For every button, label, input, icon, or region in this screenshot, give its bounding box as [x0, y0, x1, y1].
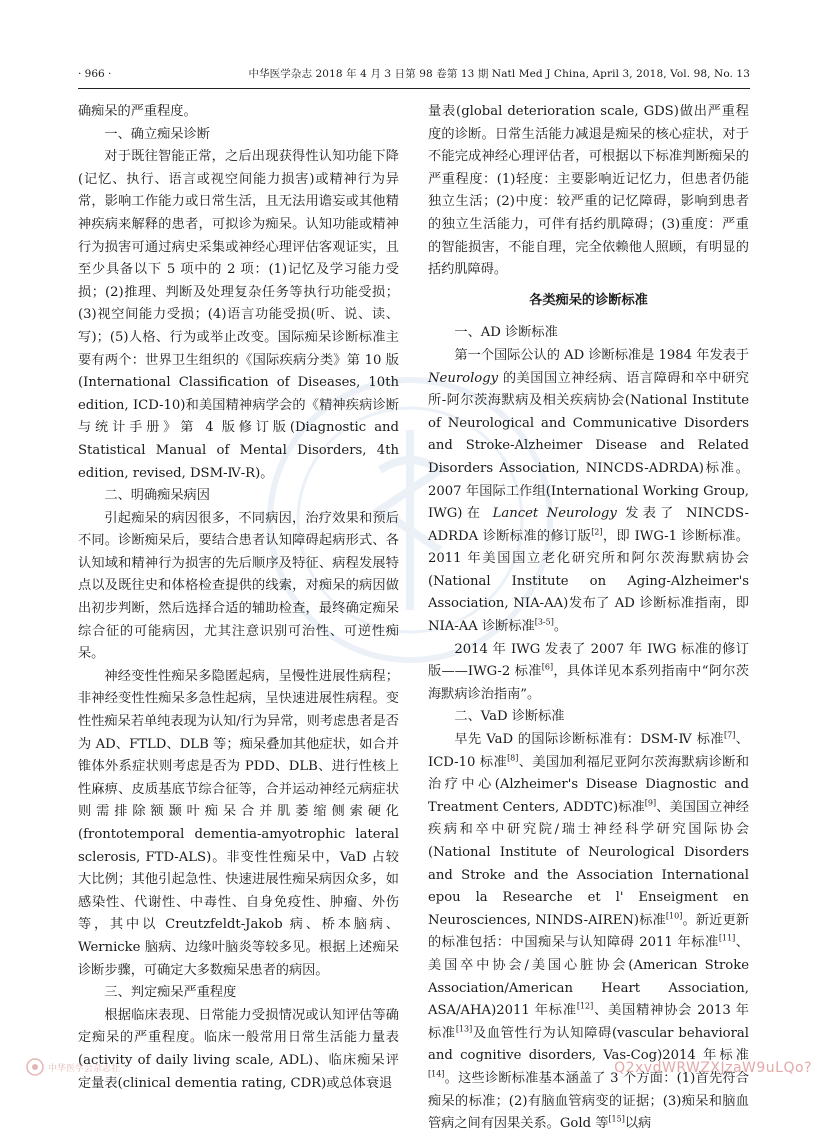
paragraph: 早先 VaD 的国际诊断标准有：DSM-Ⅳ 标准[7]、ICD-10 标准[8]、美国加利福尼亚阿尔茨海默病诊断和治疗中心(Alzheimer's Disease Diagnostic and Treatment Centers, ADDTC)标准[9]、美国国立神经疾病和卒中研究院/瑞士神经科学研究国际协会(National Institute of Neurological Disorders and Stroke and the Association International epou la Researche et l' Enseigment en Neurosciences, NINDS-AIREN)标准[10]。新近更新的标准包括：中国痴呆与认知障碍 2011 年标准[11]、美国卒中协会/美国心脏协会(American Stroke Association/American Heart Association, ASA/AHA)2011 年标准[12]、美国精神协会 2013 年标准[13]及血管性行为认知障碍(vascular behavioral and cognitive disorders, Vas-Cog)2014 年标准[14]。这些诊断标准基本涵盖了 3 个方面：(1)首先符合痴呆的标准；(2)有脑血管病变的证据；(3)痴呆和脑血管病之间有因果关系。Gold 等[15]以病 — [428, 730, 750, 1132]
paragraph: 引起痴呆的病因很多，不同病因，治疗效果和预后不同。诊断痴呆后，要结合患者认知障碍起病形式、各认知域和精神行为损害的先后顺序及特征、病程发展特点以及既往史和体格检查提供的线索，对痴呆的病因做出初步判断，然后选择合适的辅助检查，最终确定痴呆综合征的可能病因，尤其注意识别可治性、可逆性痴呆。 — [78, 510, 399, 662]
left-column — [78, 101, 399, 1095]
paragraph: 2014 年 IWG 发表了 2007 年 IWG 标准的修订版——IWG-2 标准[6]，具体详见本系列指南中“阿尔茨海默病诊治指南”。 — [428, 641, 749, 702]
running-header — [78, 66, 750, 89]
right-column — [428, 101, 749, 1136]
paragraph: 根据临床表现、日常能力受损情况或认知评估等确定痴呆的严重程度。临床一般常用日常生活能力量表(activity of daily living scale, ADL)、临床痴呆评定量表(clinical dementia rating, CDR)或总体衰退 — [78, 1007, 399, 1091]
citation: [2] — [591, 527, 603, 537]
citation: [14] — [428, 1069, 445, 1079]
section-title: 各类痴呆的诊断标准 — [529, 292, 648, 308]
publisher-emblem-icon — [26, 1058, 44, 1076]
citation: [13] — [455, 1024, 473, 1034]
paragraph: 对于既往智能正常，之后出现获得性认知功能下降(记忆、执行、语言或视空间能力损害)或精神行为异常，影响工作能力或日常生活，且无法用谵妄或其他精神疾病来解释的患者，可拟诊为痴呆。认知功能或精神行为损害可通过病史采集或神经心理评估客观证实，且至少具备以下 5 项中的 2 项：(1)记忆及学习能力受损；(2)推理、判断及处理复杂任务等执行功能受损；(3)视空间能力受损；(4)语言功能受损(听、说、读、写)；(5)人格、行为或举止改变。国际痴呆诊断标准主要有两个：世界卫生组织的《国际疾病分类》第 10 版(International Classification of Diseases, 10th edition, ICD-10)和美国精神病学会的《精神疾病诊断与统计手册》第 4 版修订版(Diagnostic and Statistical Manual of Mental Disorders, 4th edition, revised, DSM-Ⅳ-R)。 — [78, 149, 399, 481]
section-heading-dementia-cause: 二、明确痴呆病因 — [104, 488, 210, 504]
journal-name: Neurology — [428, 370, 499, 386]
watermark-code: Q2xvdWRWZXJzaW9uLQo? — [614, 1060, 812, 1076]
citation: [9] — [644, 798, 657, 808]
section-heading-vad-criteria: 二、VaD 诊断标准 — [454, 709, 565, 725]
citation: [11] — [718, 933, 736, 943]
citation: [12] — [576, 1001, 594, 1011]
paragraph: 神经变性性痴呆多隐匿起病，呈慢性进展性病程；非神经变性性痴呆多急性起病，呈快速进展性病程。变性性痴呆若单纯表现为认知/行为异常，则考虑患者是否为 AD、FTLD、DLB 等；痴呆叠加其他症状，如合并锥体外系症状则考虑是否为 PDD、DLB、进行性核上性麻痹、皮质基底节综合征等，合并运动神经元病症状则需排除额颞叶痴呆合并肌萎缩侧索硬化(frontotemporal dementia-amyotrophic lateral sclerosis, FTD-ALS)。非变性性痴呆中，VaD 占较大比例；其他引起急性、快速进展性痴呆病因众多，如感染性、代谢性、中毒性、自身免疫性、肿瘤、外伤等，其中以 Creutzfeldt-Jakob 病、桥本脑病、Wernicke 脑病、边缘叶脑炎等较多见。根据上述痴呆诊断步骤，可确定大多数痴呆患者的病因。 — [78, 668, 399, 978]
paragraph: 量表(global deterioration scale, GDS)做出严重程度的诊断。日常生活能力减退是痴呆的核心症状，对于不能完成神经心理评估者，可根据以下标准判断痴呆的严重程度：(1)轻度：主要影响近记忆力，但患者仍能独立生活；(2)中度：较严重的记忆障碍，影响到患者的独立生活能力，可伴有括约肌障碍；(3)重度：严重的智能损害，不能自理，完全依赖他人照顾，有明显的括约肌障碍。 — [428, 104, 749, 278]
journal-info: 中华医学杂志 2018 年 4 月 3 日第 98 卷第 13 期 Natl Med J China, April 3, 2018, Vol. 98, No. 13 — [248, 68, 750, 80]
citation: [10] — [665, 911, 683, 921]
paragraph: 确痴呆的严重程度。 — [78, 104, 197, 119]
section-heading-severity: 三、判定痴呆严重程度 — [104, 985, 237, 1001]
publisher-name: 中华医学会杂志社 — [48, 1064, 121, 1074]
section-heading-establish-dementia: 一、确立痴呆诊断 — [104, 126, 210, 142]
citation: [6] — [541, 662, 554, 672]
citation: [15] — [608, 1114, 625, 1124]
publisher-logo — [26, 1058, 186, 1078]
paragraph: 第一个国际公认的 AD 诊断标准是 1984 年发表于 Neurology 的美国国立神经病、语言障碍和卒中研究所-阿尔茨海默病及相关疾病协会(National Institute of Neurological and Communicative Disorders and Stroke-Alzheimer Disease and Related Disorders Association, NINCDS-ADRDA)标准。2007 年国际工作组(International Working Group, IWG)在 Lancet Neurology 发表了 NINCDS-ADRDA 诊断标准的修订版[2]，即 IWG-1 诊断标准。2011 年美国国立老化研究所和阿尔茨海默病协会(National Institute on Aging-Alzheimer's Association, NIA-AA)发布了 AD 诊断标准指南，即 NIA-AA 诊断标准[3-5]。 — [428, 347, 750, 635]
journal-name: Lancet Neurology — [492, 506, 617, 522]
citation: [7] — [724, 730, 736, 740]
citation: [3-5] — [534, 617, 554, 627]
section-heading-ad-criteria: 一、AD 诊断标准 — [454, 325, 558, 341]
citation: [8] — [507, 753, 519, 763]
page-number: · 966 · — [78, 68, 112, 80]
